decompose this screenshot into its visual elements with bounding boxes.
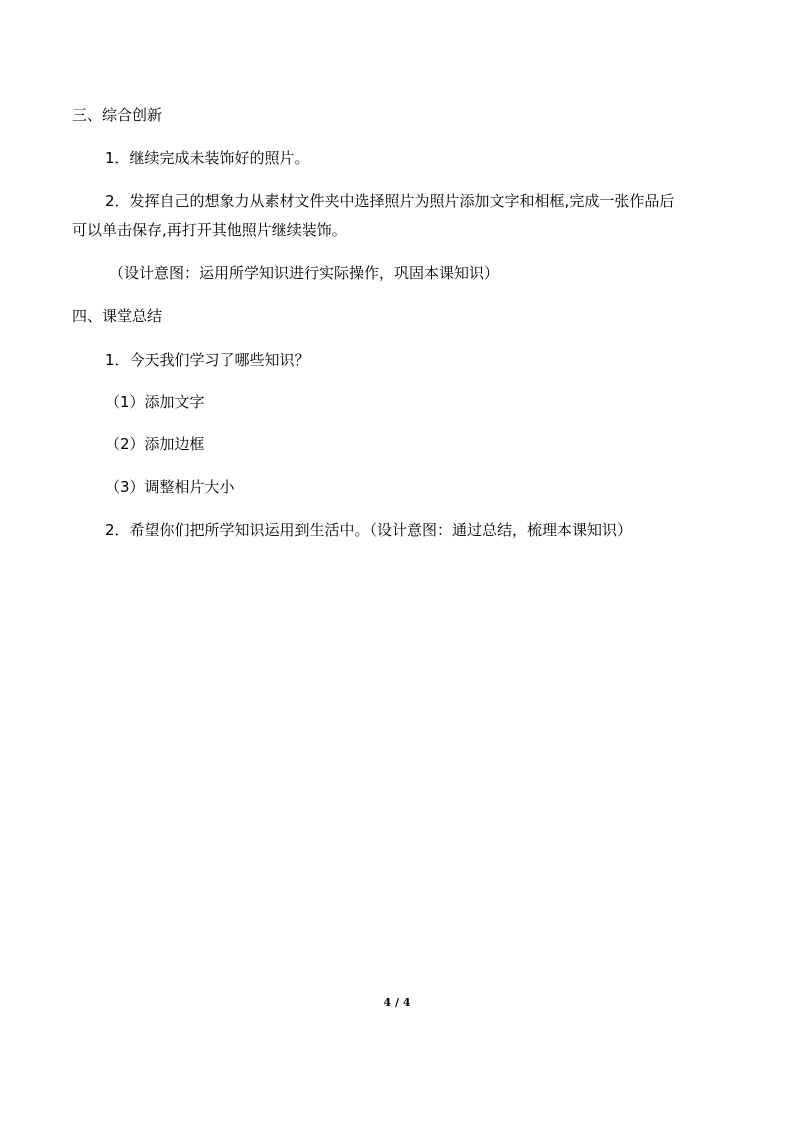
- paragraph-item-2-line-1: 2．发挥自己的想象力从素材文件夹中选择照片为照片添加文字和相框,完成一张作品后: [105, 192, 675, 210]
- paragraph-item-1: 1．继续完成未装饰好的照片。: [105, 149, 310, 167]
- summary-subitem-3: （3）调整相片大小: [105, 478, 235, 496]
- summary-subitem-1: （1）添加文字: [105, 393, 205, 411]
- summary-item-1: 1．今天我们学习了哪些知识？: [105, 351, 310, 369]
- paragraph-item-2-line-2: 可以单击保存,再打开其他照片继续装饰。: [72, 221, 347, 239]
- summary-item-2: 2．希望你们把所学知识运用到生活中。（设计意图：通过总结，梳理本课知识）: [105, 521, 633, 539]
- section-heading-class-summary: 四、课堂总结: [72, 307, 163, 325]
- design-intent-note: （设计意图：运用所学知识进行实际操作，巩固本课知识）: [109, 264, 500, 282]
- summary-subitem-2: （2）添加边框: [105, 435, 205, 453]
- page-number: 4 / 4: [383, 996, 411, 1009]
- section-heading-comprehensive-innovation: 三、综合创新: [72, 106, 163, 124]
